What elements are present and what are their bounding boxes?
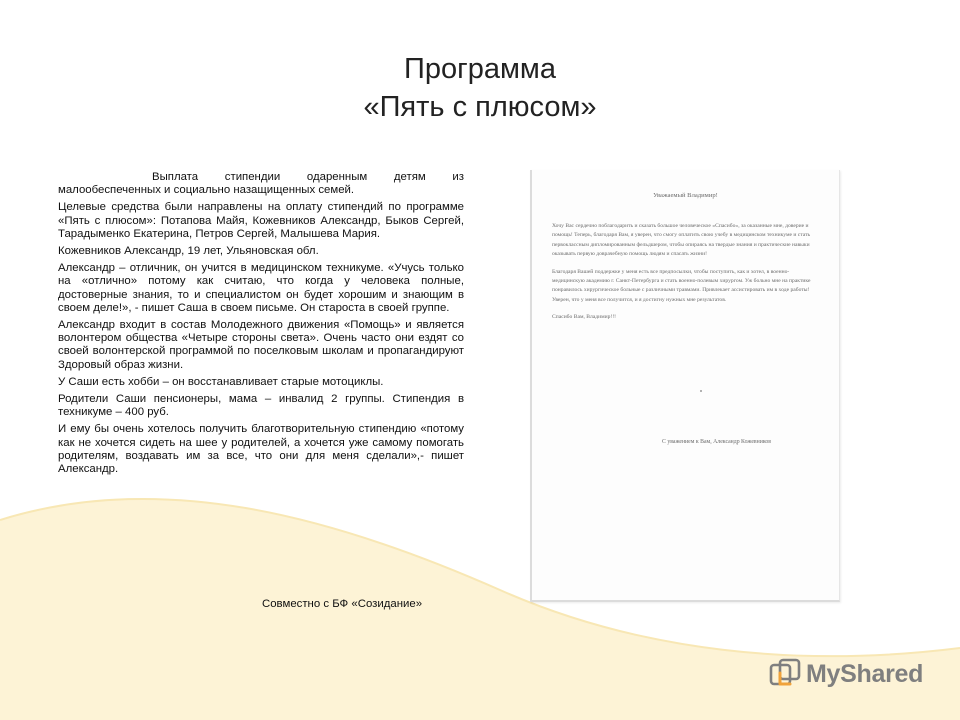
paragraph-student-info: Кожевников Александр, 19 лет, Ульяновская обл. — [58, 245, 319, 258]
letter-greeting: Уважаемый Владимир! — [653, 192, 718, 199]
paragraph-wish: И ему бы очень хотелось получить благотворительную стипендию «потому как не хочется сидеть на шее у родителей, а хочется уже самому помогать родителям, воздавать им за все, что они для меня сделали»,- пишет Александр. — [58, 423, 464, 476]
letter-paragraph-closing: Спасибо Вам, Владимир!!! — [552, 314, 617, 321]
paragraph-volunteering: Александр входит в состав Молодежного движения «Помощь» и является волонтером общества «Четыре стороны света». Очень часто они ездят со своей волонтерской программой по поселковым школам и пропагандируют Здоровый образ жизни. — [58, 319, 464, 371]
title-line-1: Программа — [404, 53, 556, 85]
paragraph-parents: Родители Саши пенсионеры, мама – инвалид 2 группы. Стипендия в техникуме – 400 руб. — [58, 393, 464, 419]
paragraph-hobby: У Саши есть хобби – он восстанавливает старые мотоциклы. — [58, 375, 384, 388]
page-title — [0, 50, 960, 126]
paragraph-studies: Александр – отличник, он учится в медицинском техникуме. «Учусь только на «отлично» потому как считаю, что когда у человека полные, достоверные знания, то и специалистом он будет хорошим и знающим в своем деле!», - пишет Саша в своем письме. Он староста в своей группе. — [58, 262, 464, 314]
title-line-2: «Пять с плюсом» — [363, 91, 597, 123]
myshared-logo[interactable] — [768, 657, 923, 691]
letter-paragraph-thanks: Хочу Вас сердечно поблагодарить и сказать большое человеческое «Спасибо», за оказанные мне, доверие и помощь! Теперь, благодаря Вам, я уверен, что смогу оплатить свою учебу в медицинском техникуме и стать первоклассным дипломированным фельдшером, чтобы опираясь на твердые знания и практические навыки оказывать первую доврачебную помощь людям и спасать жизни! — [552, 223, 811, 258]
partner-note: Совместно с БФ «Созидание» — [262, 598, 423, 610]
logo-text: MyShared — [806, 660, 924, 688]
paragraph-scholarship: Выплата стипендии одаренным детям из малообеспеченных и социально назащищенных семей. — [58, 171, 464, 197]
letter-speck — [700, 390, 702, 392]
letter-body — [552, 222, 814, 331]
paragraph-recipients: Целевые средства были направлены на оплату стипендий по программе «Пять с плюсом»: Потапова Майя, Кожевников Александр, Быков Сергей, Тарадыменко Екатерина, Петров Сергей, Малышева Мария. — [58, 201, 464, 240]
description-text — [58, 171, 464, 480]
letter-scan — [530, 170, 840, 602]
letter-signature: С уважением к Вам, Александр Кожевников — [662, 439, 771, 445]
myshared-logo-icon — [768, 657, 802, 691]
letter-paragraph-plans: Благодаря Вашей поддержке у меня есть все предпосылки, чтобы поступить, как и хотел, в военно-медицинскую академию г. Санкт-Петербурга и стать военно-полевым хирургом. Уж больно мне на практике понравилось хирургическое больные с различными травмами. Привлекает ассистировать им в ходе работы! Уверен, что у меня все получится, и я достигну нужных мне результатов. — [552, 268, 811, 303]
